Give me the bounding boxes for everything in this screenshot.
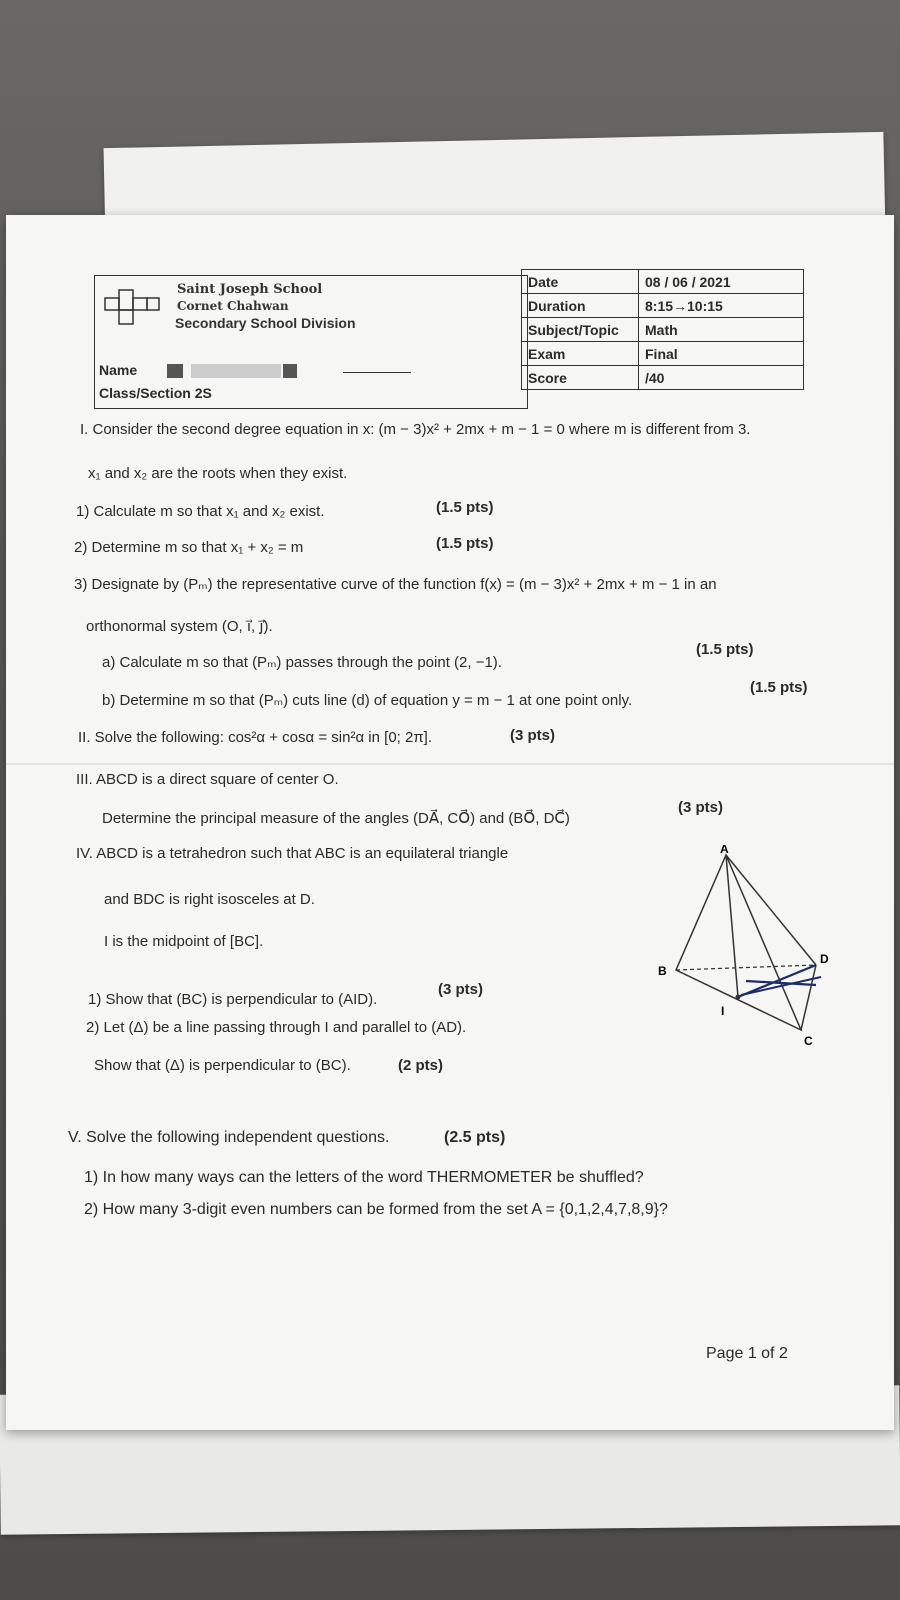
question-4: IV. ABCD is a tetrahedron such that ABC is an equilateral triangle	[76, 845, 509, 862]
question-1: I. Consider the second degree equation in x: (m − 3)x² + 2mx + m − 1 = 0 where m is different from 3.	[80, 421, 751, 438]
info-value: 08 / 06 / 2021	[639, 270, 804, 294]
school-logo-icon	[103, 288, 163, 328]
tetrahedron-edge	[726, 855, 816, 965]
label-c: C	[804, 1034, 813, 1045]
question-4-line-3: I is the midpoint of [BC].	[104, 933, 264, 950]
question-4-line-2: and BDC is right isosceles at D.	[104, 891, 315, 908]
question-4-part-2: 2) Let (Δ) be a line passing through I and parallel to (AD).	[86, 1019, 467, 1036]
redaction-block	[167, 364, 183, 378]
school-subtitle: Cornet Chahwan	[177, 299, 289, 313]
exam-paper	[6, 215, 894, 1430]
question-5-part-2: 2) How many 3-digit even numbers can be formed from the set A = {0,1,2,4,7,8,9}?	[84, 1201, 668, 1218]
tetrahedron-edge	[676, 965, 816, 970]
median-ai	[726, 855, 738, 997]
points-label: (2.5 pts)	[444, 1129, 506, 1146]
label-d: D	[820, 952, 829, 966]
question-3-part-1: Determine the principal measure of the angles (DA⃗, CO⃗) and (BO⃗, DC⃗)	[102, 810, 570, 827]
label-a: A	[720, 845, 729, 856]
school-division: Secondary School Division	[175, 315, 356, 331]
question-4-part-1: 1) Show that (BC) is perpendicular to (AID).	[88, 991, 378, 1008]
name-label: Name	[99, 362, 138, 378]
label-b: B	[658, 964, 667, 978]
info-key: Subject/Topic	[522, 318, 639, 342]
question-1-part-3-cont: orthonormal system (O, i⃗, j⃗).	[86, 618, 273, 635]
school-name: Saint Joseph School	[177, 282, 323, 297]
info-value: /40	[639, 366, 804, 390]
info-value: 8:15→10:15	[639, 294, 804, 318]
points-label: (3 pts)	[510, 727, 555, 744]
info-row-subject	[522, 318, 804, 342]
points-label: (1.5 pts)	[436, 535, 494, 552]
label-i: I	[721, 1004, 725, 1018]
points-label: (2 pts)	[398, 1057, 443, 1074]
question-1-part-3: 3) Designate by (Pₘ) the representative curve of the function f(x) = (m − 3)x² + 2mx + m − 1 in an	[74, 576, 717, 593]
question-1-part-3b: b) Determine m so that (Pₘ) cuts line (d) of equation y = m − 1 at one point only.	[102, 692, 633, 709]
info-row-exam	[522, 342, 804, 366]
redaction-block	[191, 364, 281, 378]
info-row-date	[522, 270, 804, 294]
points-label: (3 pts)	[678, 799, 723, 816]
tetrahedron-diagram	[646, 845, 846, 1045]
question-1-part-2: 2) Determine m so that x₁ + x₂ = m	[74, 539, 304, 556]
question-5: V. Solve the following independent questions.	[68, 1129, 390, 1146]
info-row-duration	[522, 294, 804, 318]
question-1-roots: x₁ and x₂ are the roots when they exist.	[88, 465, 348, 482]
question-1-part-1: 1) Calculate m so that x₁ and x₂ exist.	[76, 503, 325, 520]
info-key: Duration	[522, 294, 639, 318]
school-header-box	[94, 275, 528, 409]
point-i	[736, 995, 741, 1000]
question-1-part-3a: a) Calculate m so that (Pₘ) passes through the point (2, −1).	[102, 654, 502, 671]
info-value: Final	[639, 342, 804, 366]
info-row-score	[522, 366, 804, 390]
tetrahedron-face	[676, 855, 801, 1030]
info-key: Score	[522, 366, 639, 390]
question-2: II. Solve the following: cos²α + cosα = sin²α in [0; 2π].	[78, 729, 433, 746]
class-section-label: Class/Section 2S	[99, 385, 212, 401]
tetrahedron-edge	[801, 965, 816, 1030]
name-underline	[343, 372, 411, 373]
info-key: Date	[522, 270, 639, 294]
redaction-block	[283, 364, 297, 378]
exam-info-table	[521, 269, 804, 390]
info-value: Math	[639, 318, 804, 342]
page-number: Page 1 of 2	[706, 1345, 788, 1362]
question-4-part-2-cont: Show that (Δ) is perpendicular to (BC).	[94, 1057, 351, 1074]
question-5-part-1: 1) In how many ways can the letters of the word THERMOMETER be shuffled?	[84, 1169, 644, 1186]
points-label: (1.5 pts)	[696, 641, 754, 658]
info-key: Exam	[522, 342, 639, 366]
paper-fold	[6, 763, 894, 765]
question-3: III. ABCD is a direct square of center O.	[76, 771, 339, 788]
points-label: (1.5 pts)	[750, 679, 808, 696]
points-label: (1.5 pts)	[436, 499, 494, 516]
points-label: (3 pts)	[438, 981, 483, 998]
